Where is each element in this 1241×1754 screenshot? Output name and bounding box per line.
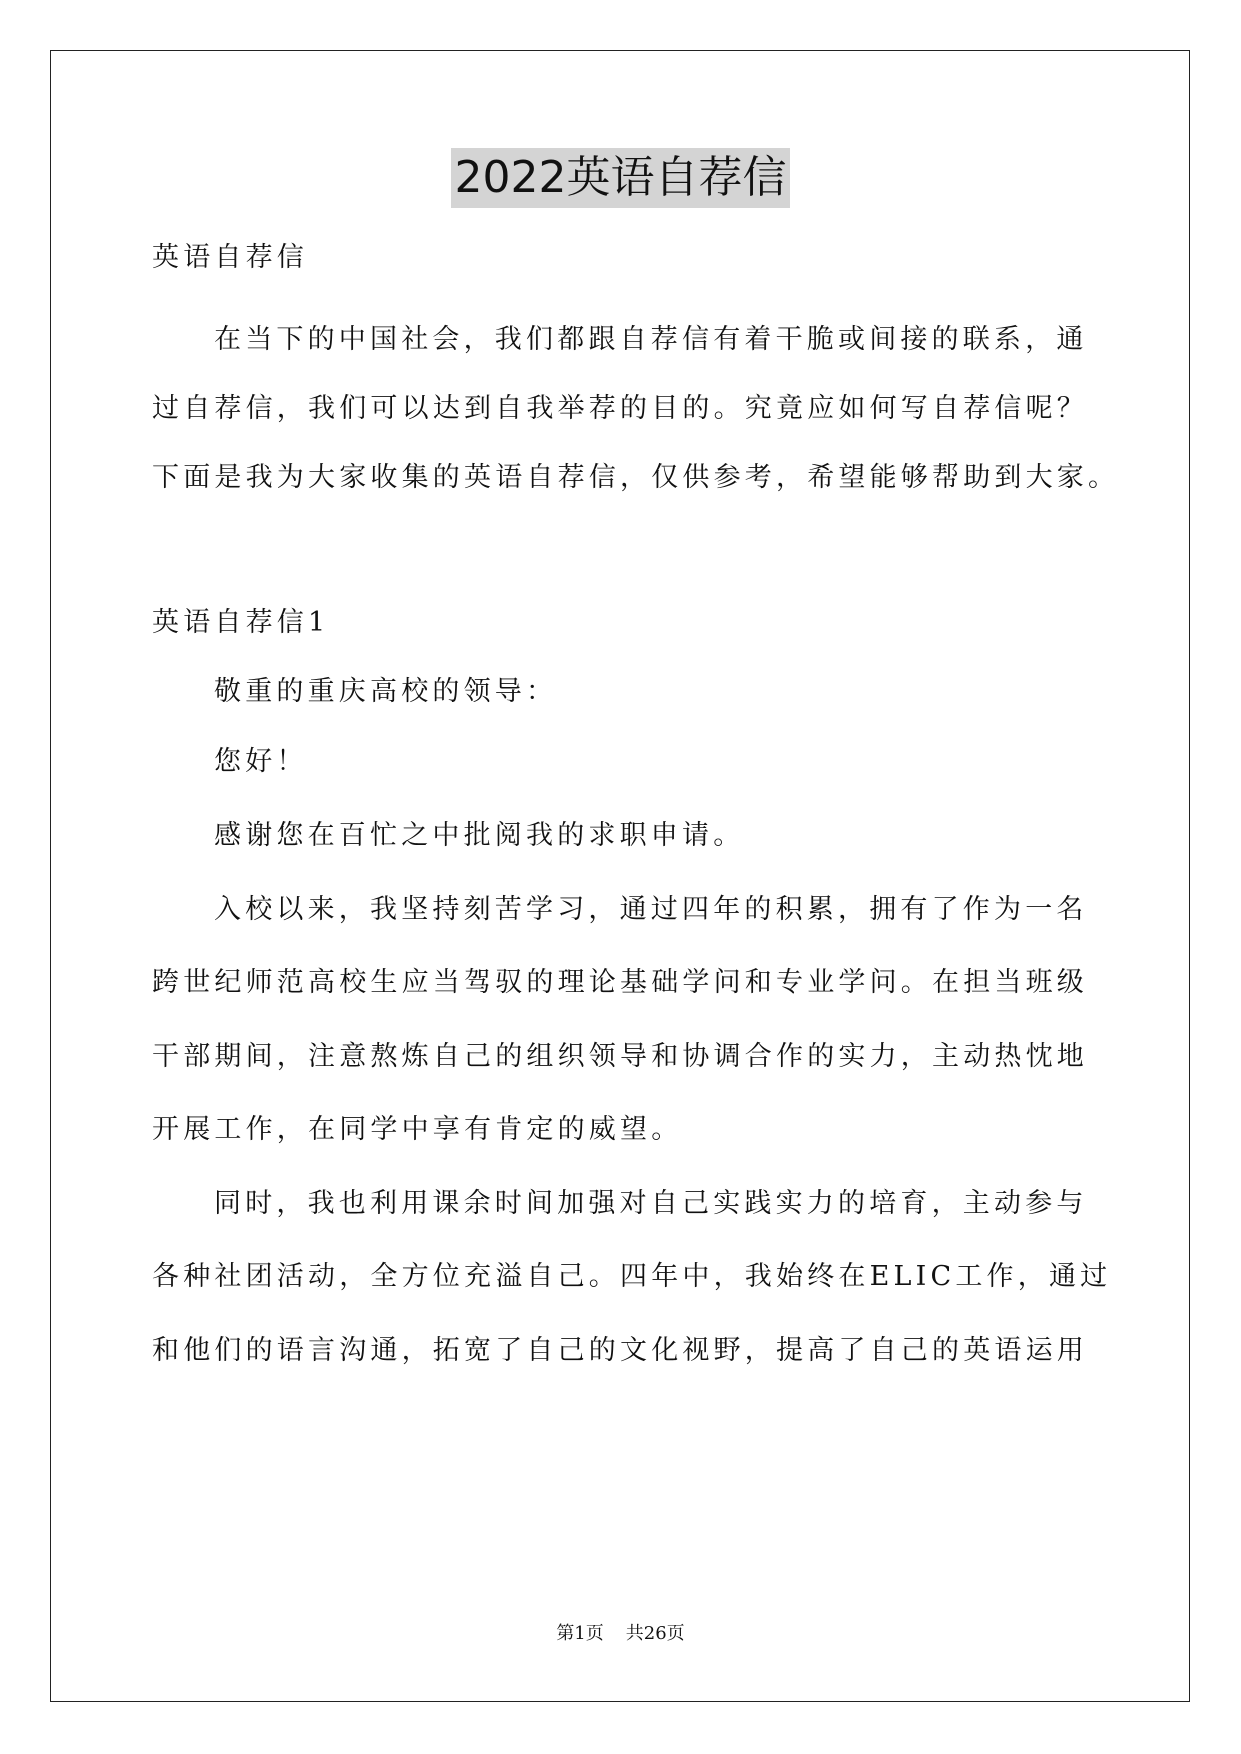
page-border xyxy=(50,50,1190,1702)
page-number: 第1页 xyxy=(556,1623,604,1644)
paragraph-line: 开展工作，在同学中享有肯定的威望。 xyxy=(152,1114,683,1145)
intro-line: 下面是我为大家收集的英语自荐信，仅供参考，希望能够帮助到大家。 xyxy=(152,462,1120,493)
section-heading: 英语自荐信1 xyxy=(152,607,330,638)
paragraph-line: 干部期间，注意熬炼自己的组织领导和协调合作的实力，主动热忱地 xyxy=(152,1041,1088,1072)
paragraph-line: 感谢您在百忙之中批阅我的求职申请。 xyxy=(214,820,745,851)
paragraph-line: 入校以来，我坚持刻苦学习，通过四年的积累，拥有了作为一名 xyxy=(214,894,1088,925)
paragraph-line: 各种社团活动，全方位充溢自己。四年中，我始终在ELIC工作，通过 xyxy=(152,1261,1112,1292)
paragraph-line: 跨世纪师范高校生应当驾驭的理论基础学问和专业学问。在担当班级 xyxy=(152,967,1088,998)
paragraph-line: 同时，我也利用课余时间加强对自己实践实力的培育，主动参与 xyxy=(214,1188,1088,1219)
title-area xyxy=(0,148,1241,208)
greeting: 您好！ xyxy=(214,746,308,777)
subtitle: 英语自荐信 xyxy=(152,242,308,273)
page-footer xyxy=(0,1622,1241,1646)
document-title: 2022英语自荐信 xyxy=(451,148,791,208)
salutation: 敬重的重庆高校的领导： xyxy=(214,676,558,707)
paragraph-line: 和他们的语言沟通，拓宽了自己的文化视野，提高了自己的英语运用 xyxy=(152,1335,1088,1366)
intro-line: 在当下的中国社会，我们都跟自荐信有着干脆或间接的联系，通 xyxy=(214,324,1088,355)
total-pages: 共26页 xyxy=(625,1623,685,1644)
intro-line: 过自荐信，我们可以达到自我举荐的目的。究竟应如何写自荐信呢？ xyxy=(152,393,1088,424)
